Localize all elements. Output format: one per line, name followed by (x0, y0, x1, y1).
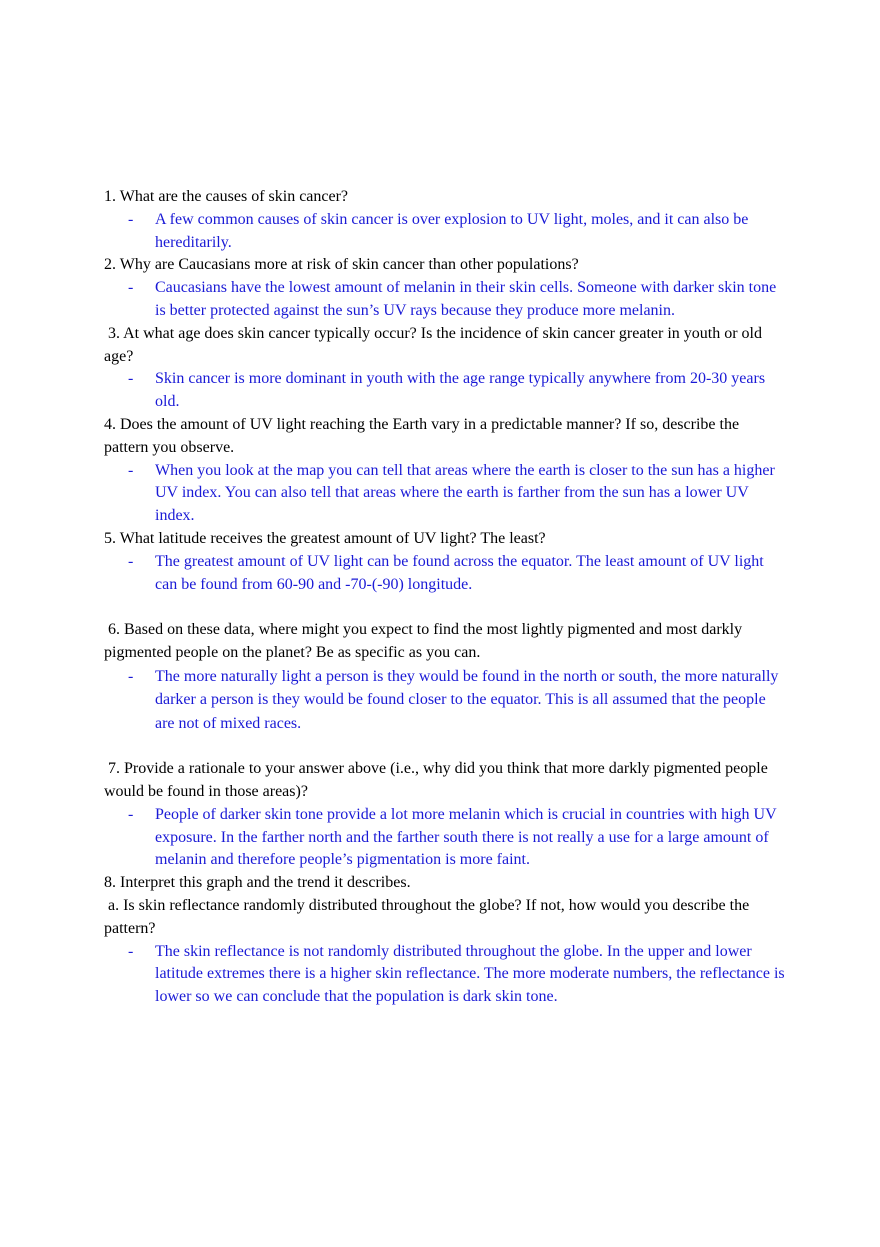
bullet-dash: - (128, 552, 134, 570)
answer-2-text: Caucasians have the lowest amount of melanin in their skin cells. Someone with darker skin tone is better protected against the sun’s UV rays because they produce more melanin. (155, 279, 777, 319)
question-4: 4. Does the amount of UV light reaching the Earth vary in a predictable manner? If so, describe the pattern you observe. (104, 415, 740, 456)
answer-2 (104, 277, 785, 323)
answer-4-text: When you look at the map you can tell that areas where the earth is closer to the sun has a higher UV index. You can also tell that areas where the earth is farther from the sun has a lower UV index. (155, 461, 775, 525)
answer-1 (104, 209, 785, 255)
spacer (104, 596, 784, 619)
bullet-dash: - (128, 279, 134, 297)
answer-6-text: The more naturally light a person is they would be found in the north or south, the more naturally darker a person is they would be found closer to the equator. This is all assumed that the people are not of mixed races. (155, 667, 779, 732)
answer-1-text: A few common causes of skin cancer is over explosion to UV light, moles, and it can also be hereditarily. (155, 210, 749, 251)
bullet-dash: - (128, 805, 134, 823)
bullet-dash: - (128, 667, 134, 685)
answer-7 (104, 804, 785, 872)
answer-5-text: The greatest amount of UV light can be found across the equator. The least amount of UV light can be found from 60-90 and -70-(-90) longitude. (155, 552, 764, 593)
answer-3-text: Skin cancer is more dominant in youth with the age range typically anywhere from 20-30 years old. (155, 370, 766, 411)
worksheet-content (104, 186, 784, 1009)
question-2: 2. Why are Caucasians more at risk of skin cancer than other populations? (104, 256, 579, 274)
answer-5 (104, 551, 785, 597)
answer-8a-text: The skin reflectance is not randomly distributed throughout the globe. In the upper and lower latitude extremes there is a higher skin reflectance. The more moderate numbers, the reflectance is lower so we can conclude that the population is dark skin tone. (155, 942, 785, 1006)
bullet-dash: - (128, 370, 134, 388)
bullet-dash: - (128, 461, 134, 479)
answer-3 (104, 368, 785, 414)
answer-6 (104, 665, 785, 735)
bullet-dash: - (128, 210, 134, 228)
question-3: 3. At what age does skin cancer typically occur? Is the incidence of skin cancer greater in youth or old age? (104, 324, 766, 365)
bullet-dash: - (128, 942, 134, 960)
question-8a: a. Is skin reflectance randomly distributed throughout the globe? If not, how would you describe the pattern? (104, 896, 754, 937)
answer-4 (104, 460, 785, 528)
question-1: 1. What are the causes of skin cancer? (104, 188, 349, 205)
answer-7-text: People of darker skin tone provide a lot more melanin which is crucial in countries with high UV exposure. In the farther north and the farther south there is not really a use for a large amount of melanin and therefore people’s pigmentation is more faint. (155, 805, 777, 869)
question-7: 7. Provide a rationale to your answer above (i.e., why did you think that more darkly pigmented people would be found in those areas)? (104, 760, 772, 800)
question-5: 5. What latitude receives the greatest amount of UV light? The least? (104, 529, 546, 547)
question-8: 8. Interpret this graph and the trend it describes. (104, 874, 411, 892)
answer-8a (104, 941, 785, 1009)
spacer (104, 735, 784, 758)
question-6: 6. Based on these data, where might you expect to find the most lightly pigmented and most darkly pigmented people on the planet? Be as specific as you can. (104, 621, 747, 662)
